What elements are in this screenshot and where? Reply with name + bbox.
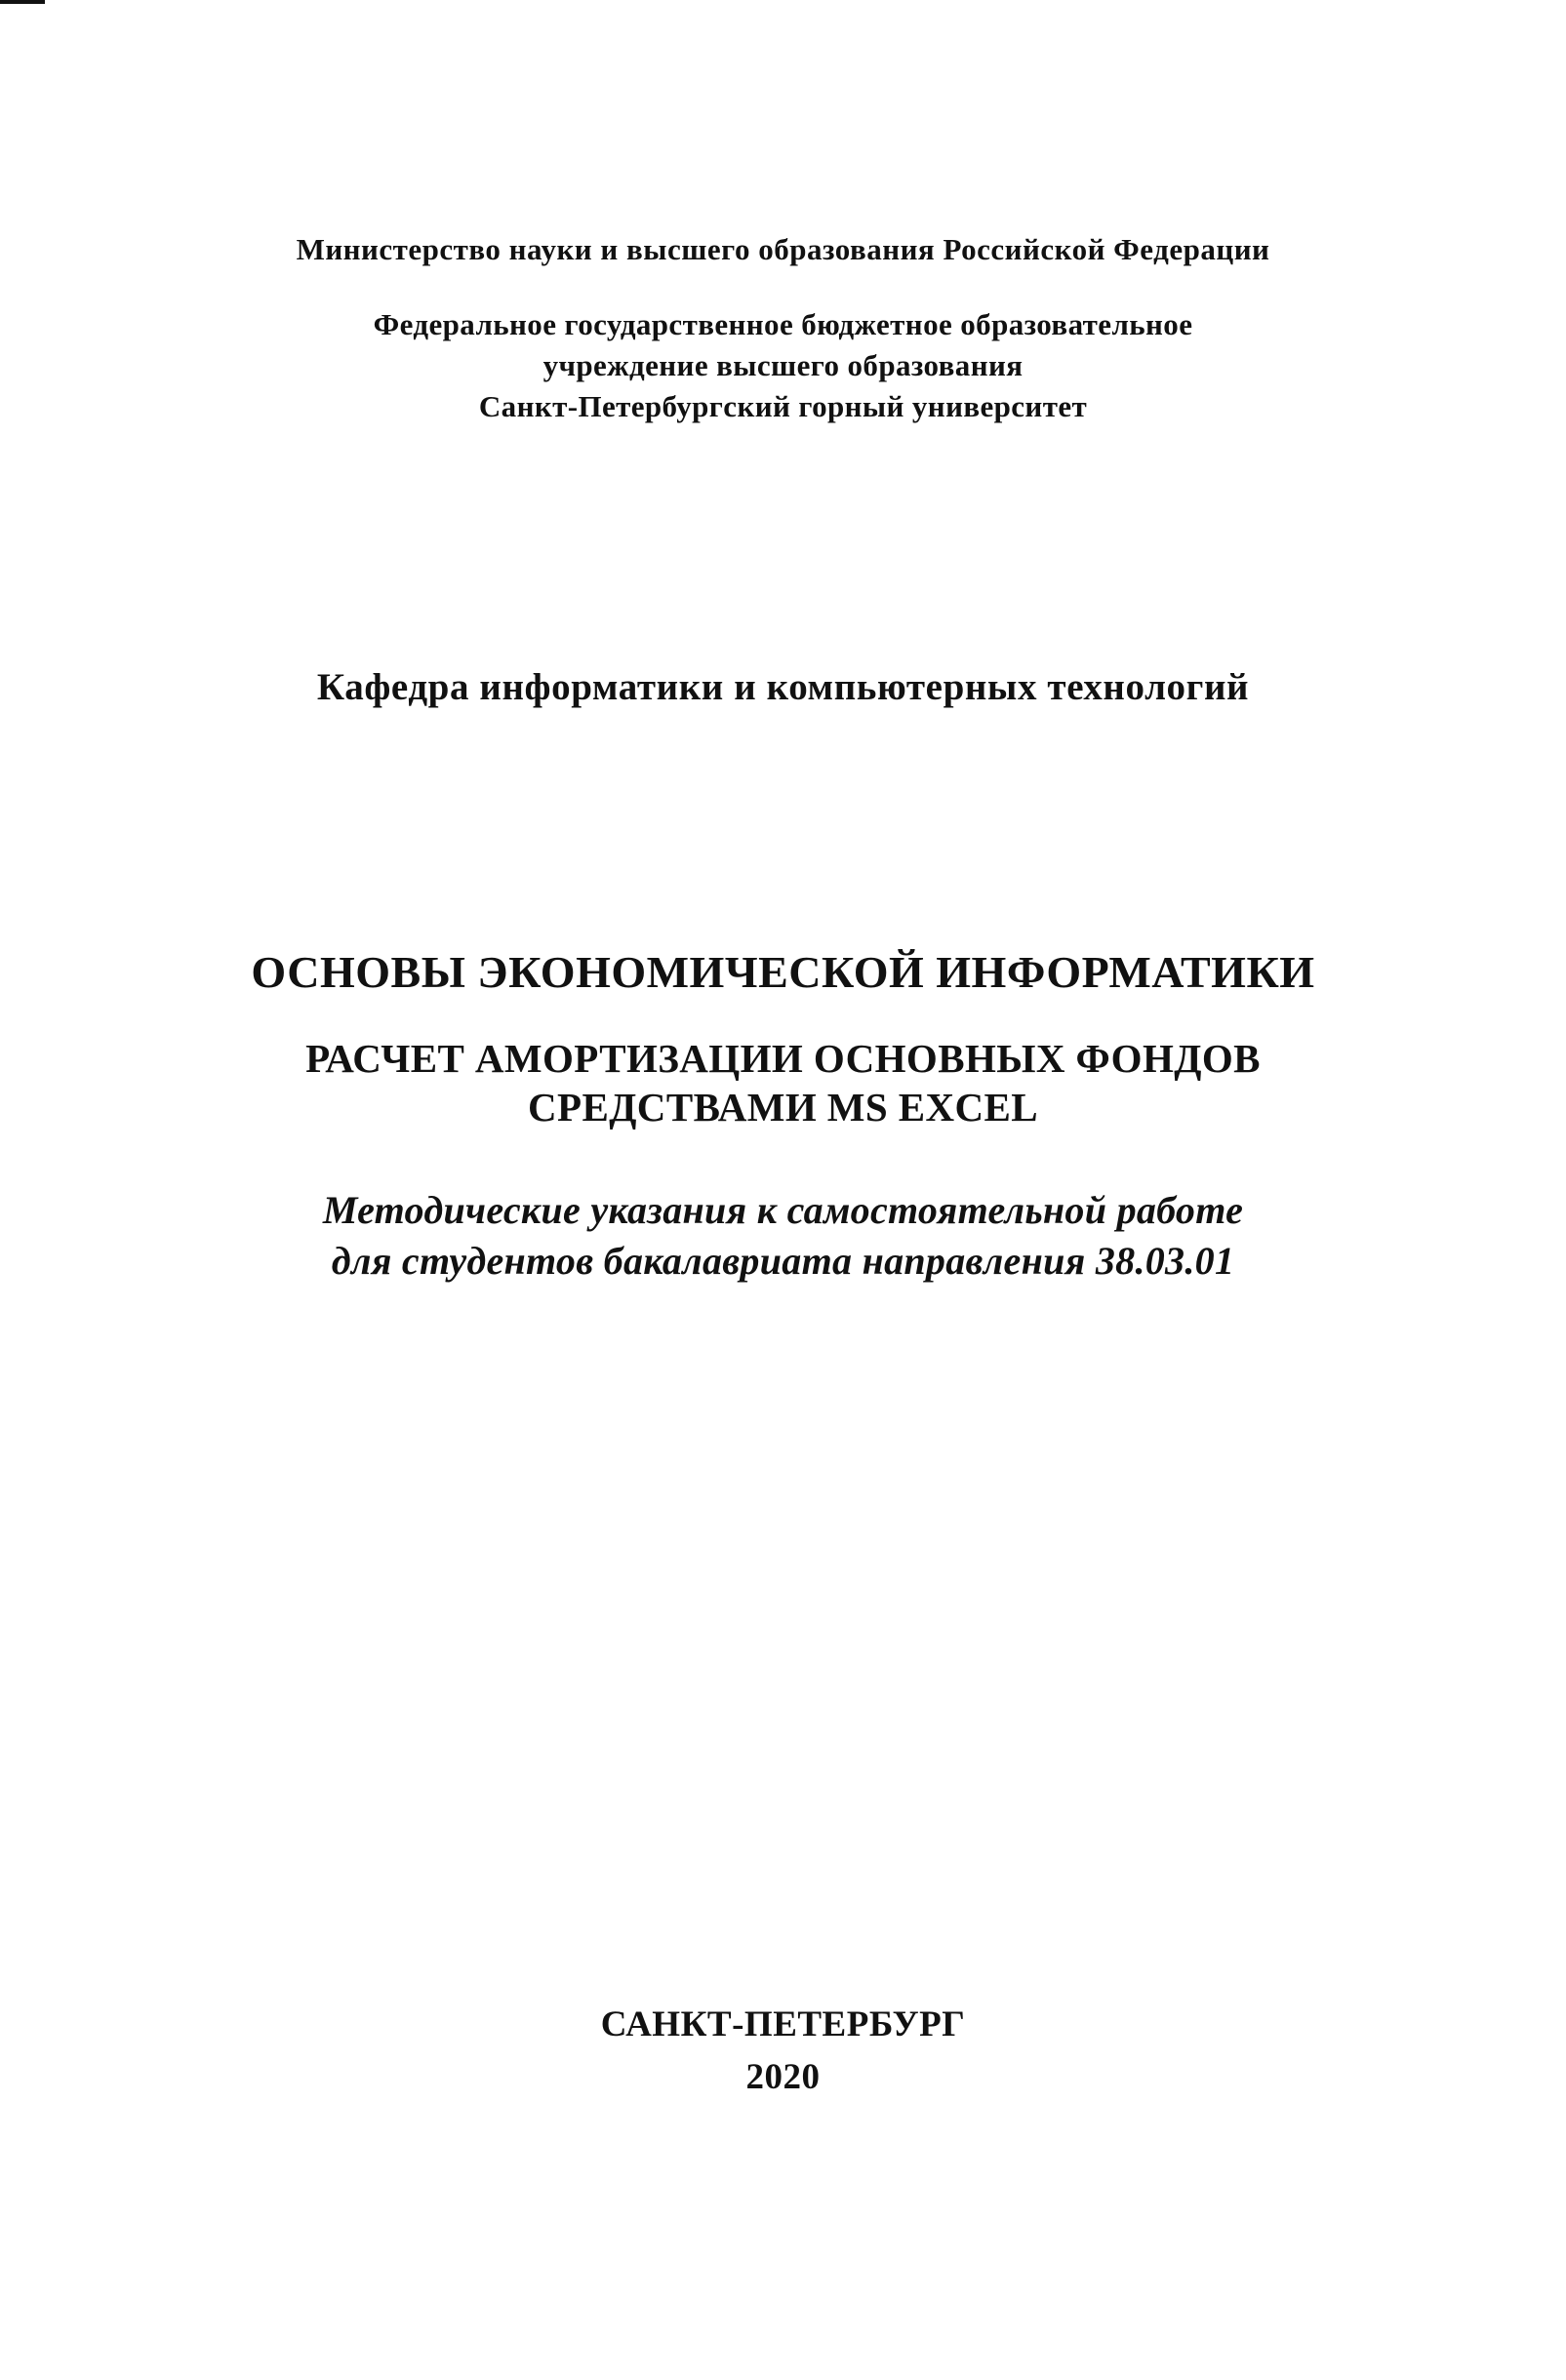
- department-name: Кафедра информатики и компьютерных технологий: [316, 666, 1250, 708]
- document-purpose: [0, 1185, 1566, 1287]
- institution-header: [0, 304, 1566, 427]
- purpose-line: для студентов бакалавриата направления 38.03.01: [331, 1239, 1235, 1283]
- ministry-name: Министерство науки и высшего образования Российской Федерации: [296, 232, 1270, 266]
- institution-line: Федеральное государственное бюджетное образовательное: [373, 307, 1193, 341]
- institution-line: Санкт-Петербургский горный университет: [478, 389, 1088, 423]
- subtitle-line: СРЕДСТВАМИ MS EXCEL: [528, 1085, 1038, 1130]
- main-title: ОСНОВЫ ЭКОНОМИЧЕСКОЙ ИНФОРМАТИКИ: [251, 947, 1315, 997]
- document-subtitle: [0, 1034, 1566, 1131]
- ministry-header: [0, 232, 1566, 267]
- imprint: [0, 1999, 1566, 2104]
- subtitle-line: РАСЧЕТ АМОРТИЗАЦИИ ОСНОВНЫХ ФОНДОВ: [305, 1036, 1261, 1081]
- purpose-line: Методические указания к самостоятельной работе: [322, 1188, 1244, 1232]
- imprint-year: 2020: [745, 2057, 821, 2097]
- document-title: [0, 946, 1566, 998]
- department-heading: [0, 665, 1566, 709]
- imprint-city: САНКТ-ПЕТЕРБУРГ: [600, 2004, 966, 2044]
- scan-edge-mark: [0, 0, 45, 4]
- institution-line: учреждение высшего образования: [542, 348, 1024, 382]
